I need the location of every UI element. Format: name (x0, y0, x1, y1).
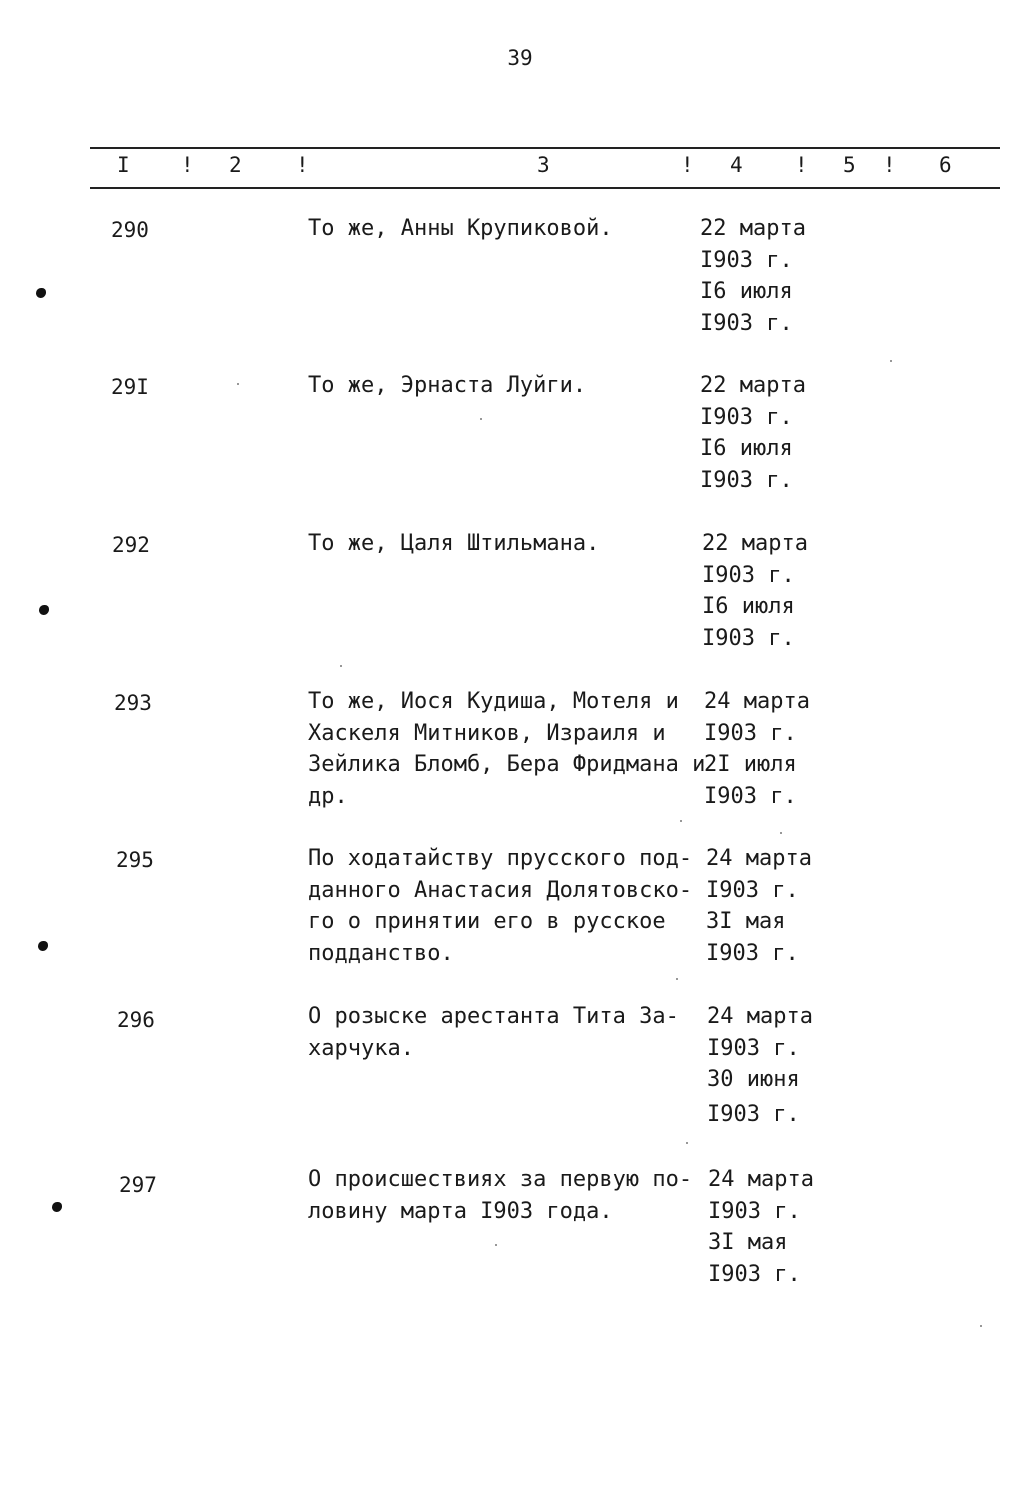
entry-title (308, 370, 708, 402)
entry-number: 295 (116, 848, 154, 872)
date-line: 30 июня (707, 1067, 800, 1092)
date-line: I903 г. (708, 1261, 801, 1287)
title-line: По ходатайству прусского под- (308, 846, 693, 871)
scan-speck (340, 665, 342, 667)
entry-title (308, 213, 708, 245)
table-top-rule (90, 147, 1000, 149)
date-line: 24 марта (704, 689, 810, 714)
date-line: I903 г. (702, 562, 795, 588)
page-number: 39 (507, 46, 533, 70)
title-line: др. (308, 783, 348, 809)
date-line: 22 марта (700, 373, 806, 398)
header-separator: ! (795, 153, 808, 177)
header-col-4: 4 (730, 153, 743, 177)
header-separator: ! (296, 153, 309, 177)
date-line: I903 г. (704, 783, 797, 809)
title-line: Хаскеля Митников, Израиля и (308, 720, 666, 746)
entry-dates (707, 1001, 837, 1130)
entry-dates (700, 213, 830, 339)
date-line: I903 г. (706, 940, 799, 966)
title-line: О розыске арестанта Тита За- (308, 1004, 679, 1029)
date-line: I903 г. (700, 404, 793, 430)
header-separator: ! (181, 153, 194, 177)
table-header-rule (90, 187, 1000, 189)
entry-dates (708, 1164, 838, 1290)
entry-title (308, 843, 708, 969)
header-col-3: 3 (537, 153, 550, 177)
header-separator: ! (883, 153, 896, 177)
header-separator: ! (681, 153, 694, 177)
title-line: О происшествиях за первую по- (308, 1167, 693, 1192)
ink-blot (36, 288, 46, 298)
title-line: подданство. (308, 940, 454, 966)
title-line: Зейлика Бломб, Бера Фридмана и (308, 752, 706, 777)
date-line: I903 г. (706, 877, 799, 903)
scan-speck (237, 383, 239, 385)
scan-speck (680, 820, 682, 822)
date-line: 2I июля (704, 752, 797, 777)
title-line: ловину марта I903 года. (308, 1198, 613, 1224)
entry-title (308, 1001, 708, 1064)
date-line: I903 г. (700, 467, 793, 493)
title-line: го о принятии его в русское (308, 909, 666, 934)
entry-dates (706, 843, 836, 969)
date-line: 24 марта (707, 1004, 813, 1029)
title-line: харчука. (308, 1035, 414, 1061)
scan-speck (676, 978, 678, 980)
entry-title (308, 528, 708, 560)
title-line: То же, Цаля Штильмана. (308, 531, 600, 556)
entry-number: 292 (112, 533, 150, 557)
entry-number: 296 (117, 1008, 155, 1032)
title-line: То же, Иося Кудиша, Мотеля и (308, 689, 679, 714)
scan-speck (890, 360, 892, 362)
entry-dates (704, 686, 834, 812)
title-line: данного Анастасия Долятовско- (308, 877, 693, 903)
date-line: 22 марта (702, 531, 808, 556)
scan-speck (980, 1325, 982, 1327)
date-line: I903 г. (702, 625, 795, 651)
date-line: 24 марта (708, 1167, 814, 1192)
date-line: 3I мая (706, 909, 786, 934)
title-line: То же, Анны Крупиковой. (308, 216, 613, 241)
ink-blot (39, 605, 49, 615)
date-line: I903 г. (708, 1198, 801, 1224)
entry-number: 293 (114, 691, 152, 715)
scan-speck (495, 1244, 497, 1246)
header-col-6: 6 (939, 153, 952, 177)
entry-number: 297 (119, 1173, 157, 1197)
ink-blot (52, 1202, 62, 1212)
entry-dates (702, 528, 832, 654)
date-line: I6 июля (700, 279, 793, 304)
ink-blot (38, 941, 48, 951)
date-line: 3I мая (708, 1230, 788, 1255)
header-col-5: 5 (843, 153, 856, 177)
entry-dates (700, 370, 830, 496)
scan-speck (780, 832, 782, 834)
entry-number: 29I (111, 375, 149, 399)
header-col-2: 2 (229, 153, 242, 177)
entry-number: 290 (111, 218, 149, 242)
date-line: 22 марта (700, 216, 806, 241)
header-col-1: I (117, 153, 130, 177)
scan-speck (480, 418, 482, 420)
title-line: То же, Эрнаста Луйги. (308, 373, 587, 398)
entry-title (308, 1164, 708, 1227)
scan-speck (686, 1142, 688, 1144)
table-header (0, 153, 1024, 183)
date-line: I6 июля (700, 436, 793, 461)
date-line: I903 г. (707, 1035, 800, 1061)
date-line: I6 июля (702, 594, 795, 619)
date-line: I903 г. (707, 1101, 800, 1127)
date-line: I903 г. (700, 310, 793, 336)
date-line: 24 марта (706, 846, 812, 871)
date-line: I903 г. (704, 720, 797, 746)
entry-title (308, 686, 708, 812)
date-line: I903 г. (700, 247, 793, 273)
